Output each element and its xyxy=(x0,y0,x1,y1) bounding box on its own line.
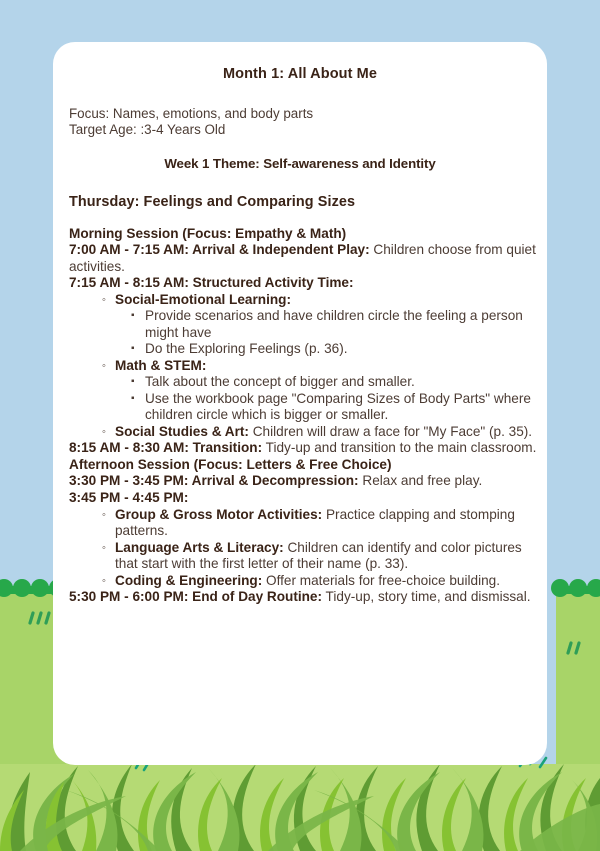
page-title: Month 1: All About Me xyxy=(222,66,378,82)
meta-focus: Focus: Names, emotions, and body parts xyxy=(69,106,314,122)
group-text: Practice clapping and stomping patterns. xyxy=(115,506,515,539)
morning-structured-label: 7:15 AM - 8:15 AM: Structured Activity Time: xyxy=(69,275,354,291)
list-item xyxy=(131,341,537,358)
week-theme-heading: Week 1 Theme: Self-awareness and Identity xyxy=(164,155,436,171)
morning-transition-entry xyxy=(69,440,537,457)
list-item xyxy=(102,572,537,590)
morning-arrival-text: Children choose from quiet activities. xyxy=(69,242,536,274)
group-label: Coding & Engineering: xyxy=(115,572,263,588)
morning-activity-group-list xyxy=(69,292,537,441)
sub-item-list xyxy=(115,374,537,424)
afternoon-end-label: 5:30 PM - 6:00 PM: End of Day Routine: xyxy=(69,589,323,605)
morning-arrival-entry xyxy=(69,242,537,275)
group-label: Math & STEM: xyxy=(115,357,207,373)
list-item xyxy=(102,357,537,424)
list-item xyxy=(131,308,537,341)
group-label: Social Studies & Art: xyxy=(115,423,249,439)
sub-item-text: Talk about the concept of bigger and smaller. xyxy=(145,374,415,390)
group-label: Language Arts & Literacy: xyxy=(115,539,284,555)
afternoon-end-text: Tidy-up, story time, and dismissal. xyxy=(322,589,531,605)
group-text: Offer materials for free-choice building. xyxy=(262,572,501,588)
list-item xyxy=(102,423,537,441)
circle-bullet-icon: ◦ xyxy=(102,574,106,587)
list-item xyxy=(102,539,537,573)
group-label: Social-Emotional Learning: xyxy=(115,291,291,307)
circle-bullet-icon: ◦ xyxy=(102,359,106,372)
morning-transition-label: 8:15 AM - 8:30 AM: Transition: xyxy=(69,440,263,456)
list-item xyxy=(131,390,537,424)
square-bullet-icon: ▪ xyxy=(131,392,135,404)
afternoon-end-entry xyxy=(69,589,537,606)
group-label: Group & Gross Motor Activities: xyxy=(115,506,323,522)
square-bullet-icon: ▪ xyxy=(131,343,135,355)
afternoon-arrival-text: Relax and free play. xyxy=(358,473,483,489)
meta-block xyxy=(63,106,537,138)
list-item xyxy=(131,374,537,391)
afternoon-session-heading: Afternoon Session (Focus: Letters & Free Choice) xyxy=(69,456,392,472)
afternoon-arrival-entry xyxy=(69,473,537,490)
group-text: Children can identify and color pictures that start with the first letter of their name (p. 33). xyxy=(115,539,522,572)
circle-bullet-icon: ◦ xyxy=(102,508,106,521)
afternoon-block-label: 3:45 PM - 4:45 PM: xyxy=(69,490,189,505)
square-bullet-icon: ▪ xyxy=(131,376,135,388)
circle-bullet-icon: ◦ xyxy=(102,293,106,306)
morning-session-heading: Morning Session (Focus: Empathy & Math) xyxy=(69,225,347,241)
grass-meadow-bottom xyxy=(0,755,600,851)
morning-arrival-label: 7:00 AM - 7:15 AM: Arrival & Independent Play: xyxy=(69,242,370,258)
worksheet-card xyxy=(53,42,547,765)
meta-target-age: Target Age: :3-4 Years Old xyxy=(69,121,226,137)
square-bullet-icon: ▪ xyxy=(131,310,135,322)
circle-bullet-icon: ◦ xyxy=(102,541,106,554)
sub-item-text: Provide scenarios and have children circle the feeling a person might have xyxy=(145,308,523,340)
sub-item-text: Do the Exploring Feelings (p. 36). xyxy=(145,341,348,357)
sub-item-list xyxy=(115,308,537,358)
group-text: Children will draw a face for "My Face" (p. 35). xyxy=(248,423,533,439)
morning-transition-text: Tidy-up and transition to the main classroom. xyxy=(262,440,537,456)
afternoon-arrival-label: 3:30 PM - 3:45 PM: Arrival & Decompression: xyxy=(69,473,359,489)
schedule-body xyxy=(63,226,537,606)
list-item xyxy=(102,291,537,358)
sub-item-text: Use the workbook page "Comparing Sizes of Body Parts" where children circle which is bigger or smaller. xyxy=(145,390,531,423)
afternoon-activity-group-list xyxy=(69,507,537,590)
circle-bullet-icon: ◦ xyxy=(102,425,106,438)
day-heading: Thursday: Feelings and Comparing Sizes xyxy=(69,193,356,210)
list-item xyxy=(102,506,537,540)
